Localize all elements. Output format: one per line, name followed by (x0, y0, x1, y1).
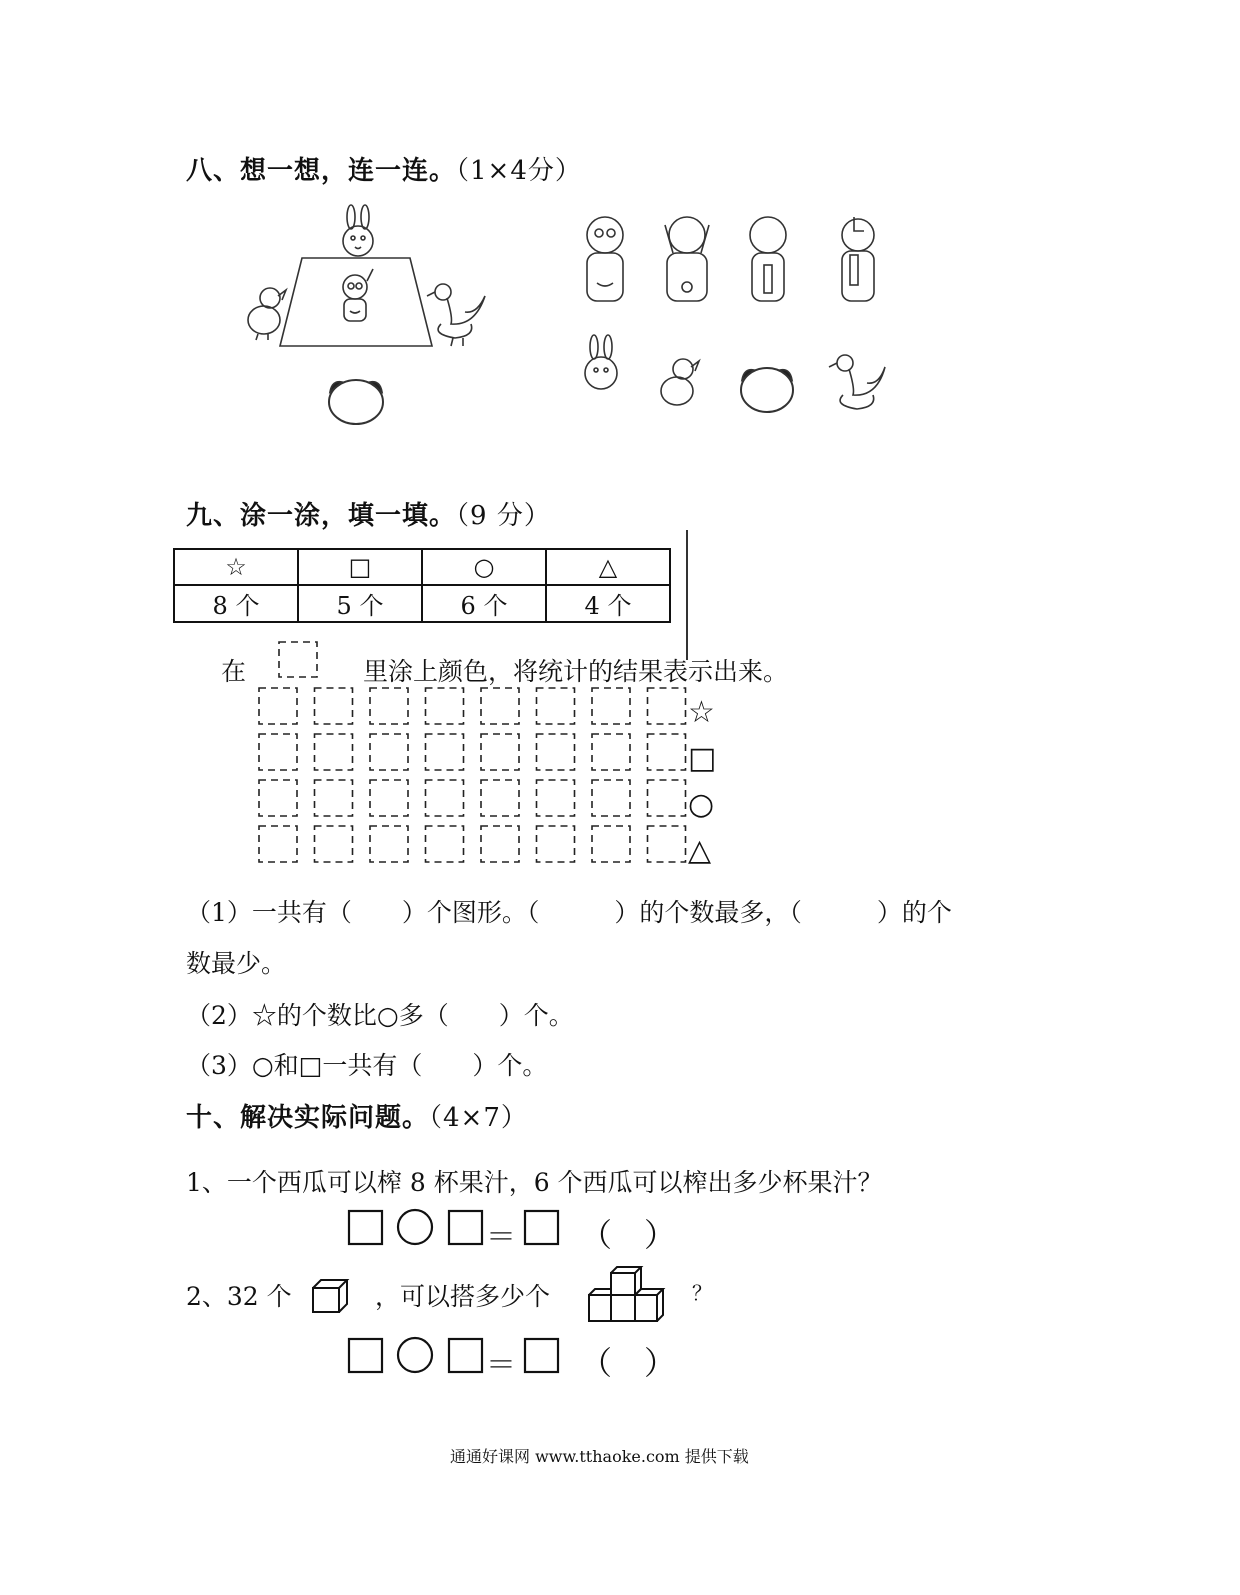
answer-box (348, 1338, 384, 1374)
tally-cell[interactable] (592, 688, 630, 724)
instruction-suffix: 里涂上颜色，将统计的结果表示出来。 (363, 657, 789, 686)
answer-box (524, 1210, 560, 1246)
tally-cell[interactable] (315, 826, 353, 862)
duck-option-icon (829, 355, 885, 409)
stacked-cubes-icon (587, 1263, 667, 1325)
section10-heading (186, 1097, 528, 1134)
question-1-line1: （1）一共有（ ）个图形。（ ）的个数最多，（ ）的个 (186, 898, 952, 927)
child-icon (343, 269, 373, 321)
section9-title: 九、涂一涂，填一填。 (186, 501, 457, 531)
grid-row-symbol: ☆ (688, 695, 715, 730)
tally-cell[interactable] (370, 734, 408, 770)
problem-1: 1、一个西瓜可以榨 8 杯果汁，6 个西瓜可以榨出多少杯果汁？ (186, 1168, 883, 1197)
answer-box (448, 1338, 484, 1374)
stats-cell-shape: △ (546, 549, 670, 585)
question-1-line2: 数最少。 (186, 949, 287, 978)
instruction-prefix: 在 (221, 657, 247, 686)
tally-cell[interactable] (648, 826, 686, 862)
tally-cell[interactable] (370, 826, 408, 862)
section8-heading (186, 150, 582, 187)
question-3: （3）○和□一共有（ ）个。 (186, 1051, 548, 1080)
stats-cell-count: 5 个 (298, 585, 422, 622)
tally-cell[interactable] (481, 688, 519, 724)
tally-cell[interactable] (592, 734, 630, 770)
tally-cell[interactable] (481, 826, 519, 862)
equals-sign: ＝ (486, 1348, 516, 1383)
answer-box (524, 1338, 560, 1374)
stats-shape-row (174, 549, 670, 585)
dashed-square-example (277, 640, 319, 680)
child-front-icon (587, 217, 623, 301)
section9-score: （9 分） (456, 501, 551, 531)
tally-cell[interactable] (259, 780, 297, 816)
tally-cell[interactable] (592, 826, 630, 862)
unit-paren: （ ） (580, 1344, 677, 1382)
question-2: （2）☆的个数比○多（ ）个。 (186, 1001, 574, 1030)
equation-row-1 (348, 1208, 688, 1255)
tally-cell[interactable] (537, 780, 575, 816)
tally-cell[interactable] (370, 688, 408, 724)
vertical-divider (686, 530, 688, 660)
problem-2-middle: ，可以搭多少个 (375, 1282, 551, 1311)
tally-cell[interactable] (315, 780, 353, 816)
stats-count-row (174, 585, 670, 622)
stats-cell-count: 4 个 (546, 585, 670, 622)
tally-cell[interactable] (315, 688, 353, 724)
tally-cell[interactable] (481, 734, 519, 770)
tally-cell[interactable] (537, 734, 575, 770)
stats-table (173, 548, 671, 623)
tally-cell[interactable] (426, 826, 464, 862)
panda-option-icon (741, 368, 793, 412)
grid-row-symbol: △ (688, 833, 712, 868)
chick-icon (248, 288, 286, 340)
footer-text: 通通好课网 www.tthaoke.com 提供下载 (450, 1447, 749, 1466)
section8-options (575, 205, 895, 425)
section10-title: 十、解决实际问题。 (186, 1103, 430, 1133)
tally-cell[interactable] (648, 780, 686, 816)
tally-cell[interactable] (537, 688, 575, 724)
section9-heading (186, 495, 551, 532)
tally-cell[interactable] (648, 734, 686, 770)
tally-cell[interactable] (481, 780, 519, 816)
stats-cell-count: 8 个 (174, 585, 298, 622)
operator-circle (396, 1336, 436, 1376)
tally-cell[interactable] (315, 734, 353, 770)
tally-cell[interactable] (592, 780, 630, 816)
child-back-icon (665, 217, 709, 301)
panda-icon (329, 380, 383, 424)
equals-sign: ＝ (486, 1220, 516, 1255)
grid-row-symbol: □ (688, 741, 717, 776)
tally-cell[interactable] (426, 780, 464, 816)
stats-cell-shape: ○ (422, 549, 546, 585)
grid-row-symbol: ○ (688, 787, 715, 822)
rabbit-icon (343, 205, 373, 256)
tally-cell[interactable] (537, 826, 575, 862)
tally-cell[interactable] (426, 734, 464, 770)
child-side-left-icon (842, 217, 874, 301)
section8-scene (220, 200, 520, 440)
tally-cell[interactable] (259, 734, 297, 770)
stats-cell-count: 6 个 (422, 585, 546, 622)
child-side-right-icon (750, 217, 786, 301)
stats-cell-shape: □ (298, 549, 422, 585)
tally-cell[interactable] (648, 688, 686, 724)
mat-shape (280, 258, 432, 346)
answer-box (348, 1210, 384, 1246)
tally-cell[interactable] (259, 826, 297, 862)
section8-score: （1×4分） (456, 156, 582, 186)
chick-option-icon (661, 359, 699, 405)
tally-cell[interactable] (426, 688, 464, 724)
tally-cell[interactable] (370, 780, 408, 816)
duck-icon (427, 284, 485, 346)
answer-box (448, 1210, 484, 1246)
section8-title: 八、想一想，连一连。 (186, 156, 457, 186)
stats-cell-shape: ☆ (174, 549, 298, 585)
tally-cell[interactable] (259, 688, 297, 724)
tally-grid (257, 686, 689, 868)
section10-score: （4×7） (429, 1103, 528, 1133)
rabbit-option-icon (585, 335, 617, 389)
cube-icon (311, 1278, 351, 1316)
equation-row-2 (348, 1336, 688, 1383)
problem-2-suffix: ？ (692, 1281, 712, 1305)
unit-paren: （ ） (580, 1216, 677, 1254)
problem-2-prefix: 2、32 个 (186, 1282, 292, 1311)
operator-circle (396, 1208, 436, 1248)
